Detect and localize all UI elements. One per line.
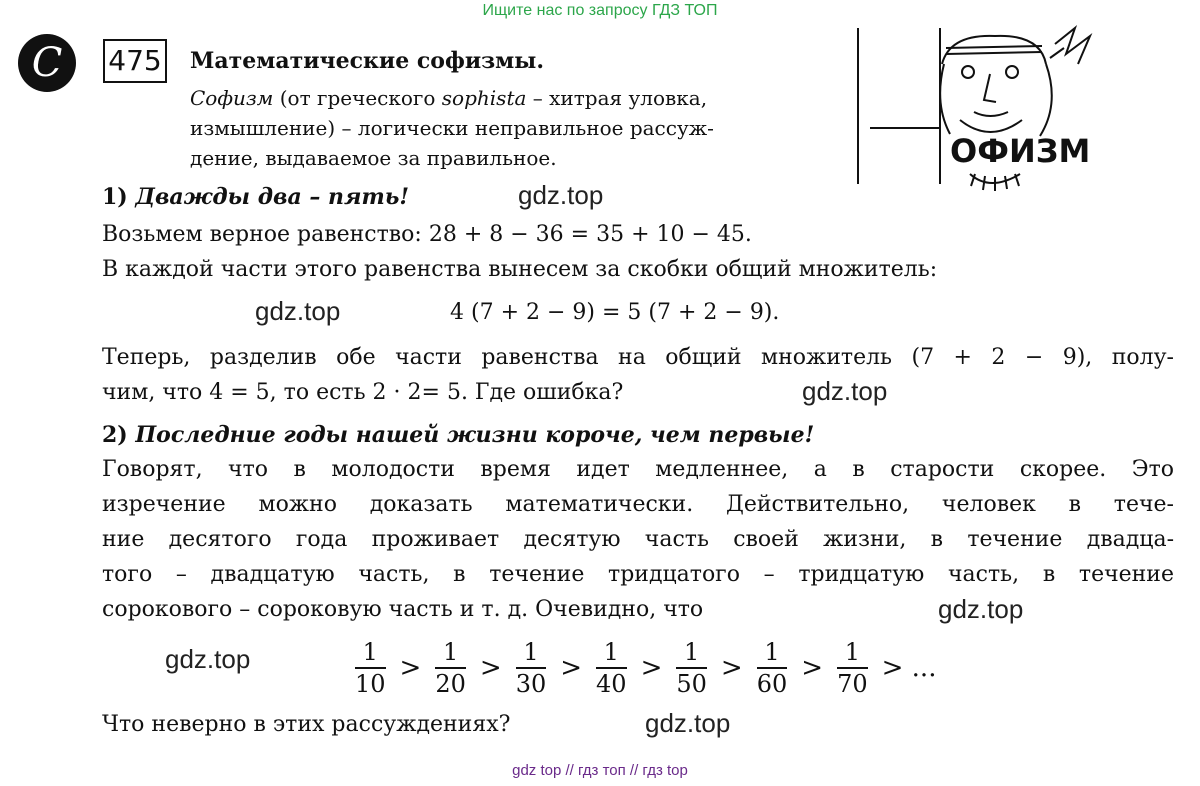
greater-than: > bbox=[479, 653, 502, 683]
greater-than: > bbox=[640, 653, 663, 683]
part1-line-2: В каждой части этого равенства вынесем за скобки общий множитель: bbox=[102, 257, 938, 282]
intro-text: – хитрая уловка, bbox=[526, 86, 708, 110]
fraction: $\frac{1}{60}$ bbox=[756, 638, 788, 698]
sophism-illustration bbox=[850, 24, 1100, 194]
part1-line-1: Возьмем верное равенство: 28 + 8 − 36 = 35 + 10 − 45. bbox=[102, 222, 752, 247]
footer-links[interactable]: gdz top // гдз топ // гдз top bbox=[512, 762, 688, 779]
fraction-inequality bbox=[355, 637, 936, 699]
intro-line-3: дение, выдаваемое за правильное. bbox=[190, 146, 557, 170]
part1-line-3: Теперь, разделив обе части равенства на общий множитель (7 + 2 − 9), полу- bbox=[102, 345, 1174, 370]
fraction: $\frac{1}{40}$ bbox=[596, 638, 627, 698]
part2-heading bbox=[102, 422, 814, 448]
part1-line-4: чим, что 4 = 5, то есть 2 · 2= 5. Где ошибка? bbox=[102, 380, 624, 405]
difficulty-badge: C bbox=[18, 34, 76, 92]
fraction: $\frac{1}{70}$ bbox=[837, 638, 868, 698]
ellipsis: > ... bbox=[881, 653, 937, 683]
greater-than: > bbox=[801, 653, 824, 683]
problem-title: Математические софизмы. bbox=[190, 48, 544, 74]
intro-text: (от греческого bbox=[273, 86, 442, 110]
fraction: $\frac{1}{10}$ bbox=[355, 638, 386, 698]
search-banner[interactable]: Ищите нас по запросу ГДЗ ТОП bbox=[482, 2, 718, 19]
intro-term: Софизм bbox=[190, 86, 274, 110]
part2-line-5: сорокового – сороковую часть и т. д. Очевидно, что bbox=[102, 597, 704, 622]
intro-line-1 bbox=[190, 86, 707, 110]
part1-equation: 4 (7 + 2 − 9) = 5 (7 + 2 − 9). bbox=[450, 300, 780, 325]
part2-line-2: изречение можно доказать математически. Действительно, человек в тече- bbox=[102, 492, 1174, 517]
fraction: $\frac{1}{30}$ bbox=[515, 638, 547, 698]
part2-question: Что неверно в этих рассуждениях? bbox=[102, 712, 511, 737]
part2-line-3: ние десятого года проживает десятую часть своей жизни, в течение двадца- bbox=[102, 527, 1174, 552]
watermark: gdz.top bbox=[165, 644, 251, 674]
watermark: gdz.top bbox=[802, 376, 888, 406]
part2-line-1: Говорят, что в молодости время идет медленнее, а в старости скорее. Это bbox=[102, 457, 1174, 482]
watermark: gdz.top bbox=[645, 708, 731, 738]
illustration-caption: ОФИЗМ bbox=[950, 132, 1091, 170]
problem-number: 475 bbox=[103, 39, 167, 83]
part1-title: Дважды два – пять! bbox=[135, 184, 409, 210]
greater-than: > bbox=[720, 653, 743, 683]
fraction: $\frac{1}{50}$ bbox=[676, 638, 707, 698]
part2-title: Последние годы нашей жизни короче, чем первые! bbox=[135, 422, 815, 448]
greater-than: > bbox=[399, 653, 422, 683]
intro-line-2: измышление) – логически неправильное рассуж- bbox=[190, 116, 714, 140]
greater-than: > bbox=[560, 653, 583, 683]
fraction: $\frac{1}{20}$ bbox=[435, 638, 466, 698]
part2-line-4: того – двадцатую часть, в течение тридцатого – тридцатую часть, в течение bbox=[102, 562, 1174, 587]
part1-number: 1) bbox=[102, 184, 128, 210]
watermark: gdz.top bbox=[518, 180, 604, 210]
watermark: gdz.top bbox=[938, 594, 1024, 624]
watermark: gdz.top bbox=[255, 296, 341, 326]
intro-greek-word: sophista bbox=[441, 86, 527, 110]
part1-heading bbox=[102, 184, 409, 210]
part2-number: 2) bbox=[102, 422, 128, 448]
